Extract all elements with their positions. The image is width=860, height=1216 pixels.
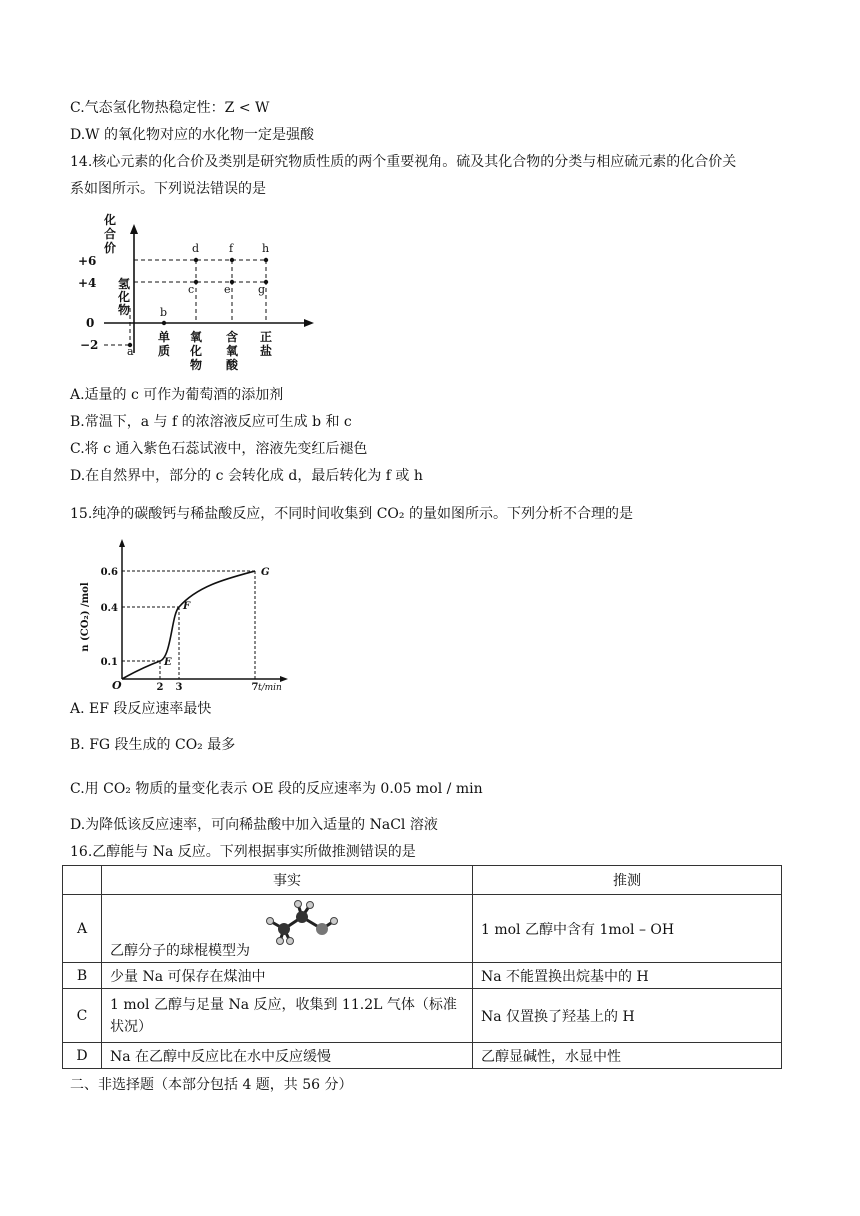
sulfur-valence-figure [74, 208, 314, 378]
row-inference: Na 不能置换出烷基中的 H [473, 963, 782, 989]
point-label-e: E [164, 657, 172, 668]
co2-series-line [122, 571, 255, 679]
q14-stem-line2: 系如图所示。下列说法错误的是 [70, 181, 266, 197]
co2-amount-chart [74, 537, 294, 695]
q15-option-b: B. FG 段生成的 CO₂ 最多 [70, 737, 236, 753]
y-axis-title-char-1: 化 [103, 213, 117, 227]
point-h-label: h [262, 242, 270, 255]
row-fact-text: 乙醇分子的球棍模型为 [110, 943, 250, 959]
y-tick-0-6: 0.6 [100, 567, 118, 578]
point-a-label: a [127, 345, 134, 358]
row-label: C [63, 989, 102, 1043]
q16-table [62, 865, 782, 1069]
y-axis-title-char-3: 价 [103, 241, 117, 255]
q16-stem: 16.乙醇能与 Na 反应。下列根据事实所做推测错误的是 [70, 844, 416, 860]
table-row [63, 895, 782, 963]
x-tick-2: 2 [156, 682, 164, 693]
x-tick-7: 7 [251, 682, 259, 693]
q15-stem: 15.纯净的碳酸钙与稀盐酸反应，不同时间收集到 CO₂ 的量如图所示。下列分析不合理的是 [70, 506, 633, 522]
q13-option-c: C.气态氢化物热稳定性：Z < W [70, 100, 270, 116]
category-elemental-1: 单 [157, 330, 171, 344]
point-h [264, 258, 268, 262]
point-d-label: d [192, 242, 200, 255]
q14-option-a: A.适量的 c 可作为葡萄酒的添加剂 [70, 387, 284, 403]
category-oxyacid-3: 酸 [225, 358, 239, 372]
q15-option-a: A. EF 段反应速率最快 [70, 701, 212, 717]
table-header-blank [63, 866, 102, 895]
q15-option-c: C.用 CO₂ 物质的量变化表示 OE 段的反应速率为 0.05 mol / min [70, 781, 483, 797]
chart-y-axis-label: n (CO₂) /mol [80, 582, 91, 652]
chart-x-axis-arrow [280, 676, 288, 682]
row-label: D [63, 1043, 102, 1069]
q15-option-d: D.为降低该反应速率，可向稀盐酸中加入适量的 NaCl 溶液 [70, 817, 438, 833]
table-row [63, 989, 782, 1043]
q14-option-c: C.将 c 通入紫色石蕊试液中，溶液先变红后褪色 [70, 441, 368, 457]
row-fact [102, 895, 473, 963]
y-tick-minus2: −2 [80, 338, 99, 352]
category-oxyacid-2: 氧 [225, 344, 239, 358]
point-f [230, 258, 234, 262]
table-row [63, 1043, 782, 1069]
category-oxide-3: 物 [189, 358, 203, 372]
point-b [162, 321, 166, 325]
hydride-label-char-3: 物 [117, 303, 131, 317]
q13-option-d: D.W 的氧化物对应的水化物一定是强酸 [70, 127, 315, 143]
row-fact: Na 在乙醇中反应比在水中反应缓慢 [102, 1043, 473, 1069]
point-d [194, 258, 198, 262]
section-two-heading: 二、非选择题（本部分包括 4 题，共 56 分） [70, 1077, 353, 1093]
chart-origin-label: O [112, 679, 122, 692]
y-tick-0-1: 0.1 [100, 657, 118, 668]
category-salt-2: 盐 [259, 344, 273, 358]
row-inference: Na 仅置换了羟基上的 H [473, 989, 782, 1043]
category-oxide-1: 氧 [189, 330, 203, 344]
table-header-row [63, 866, 782, 895]
row-fact: 1 mol 乙醇与足量 Na 反应，收集到 11.2L 气体（标准状况） [102, 989, 473, 1043]
point-f-label: f [229, 242, 234, 255]
category-salt-1: 正 [259, 330, 273, 344]
point-c [194, 280, 198, 284]
y-tick-plus6: +6 [78, 254, 97, 268]
point-b-label: b [160, 306, 168, 319]
y-tick-plus4: +4 [78, 276, 97, 290]
point-e-label: e [224, 283, 231, 296]
row-label: B [63, 963, 102, 989]
hydride-label-char-2: 化 [117, 290, 131, 304]
category-elemental-2: 质 [157, 344, 171, 358]
point-c-label: c [188, 283, 195, 296]
row-inference: 乙醇显碱性，水显中性 [473, 1043, 782, 1069]
x-tick-3: 3 [175, 682, 183, 693]
hydride-label-char-1: 氢 [117, 277, 131, 291]
q14-option-b: B.常温下，a 与 f 的浓溶液反应可生成 b 和 c [70, 414, 352, 430]
point-g-label: g [258, 283, 266, 296]
table-header-fact: 事实 [102, 866, 473, 895]
y-tick-zero: 0 [86, 316, 95, 330]
row-label: A [63, 895, 102, 963]
row-fact: 少量 Na 可保存在煤油中 [102, 963, 473, 989]
chart-y-axis-arrow [119, 539, 125, 547]
table-header-inference: 推测 [473, 866, 782, 895]
table-row [63, 963, 782, 989]
point-label-f: F [183, 601, 191, 612]
y-tick-0-4: 0.4 [100, 603, 118, 614]
category-oxide-2: 化 [189, 344, 203, 358]
ethanol-ball-stick-model [262, 899, 342, 945]
point-label-g: G [261, 567, 270, 578]
q14-stem-line1: 14.核心元素的化合价及类别是研究物质性质的两个重要视角。硫及其化合物的分类与相应硫元素的化合价关 [70, 154, 737, 170]
row-inference: 1 mol 乙醇中含有 1mol – OH [473, 895, 782, 963]
category-oxyacid-1: 含 [225, 330, 239, 344]
q14-option-d: D.在自然界中，部分的 c 会转化成 d，最后转化为 f 或 h [70, 468, 423, 484]
chart-x-axis-label: t/min [258, 683, 282, 693]
y-axis-title-char-2: 合 [103, 227, 117, 241]
